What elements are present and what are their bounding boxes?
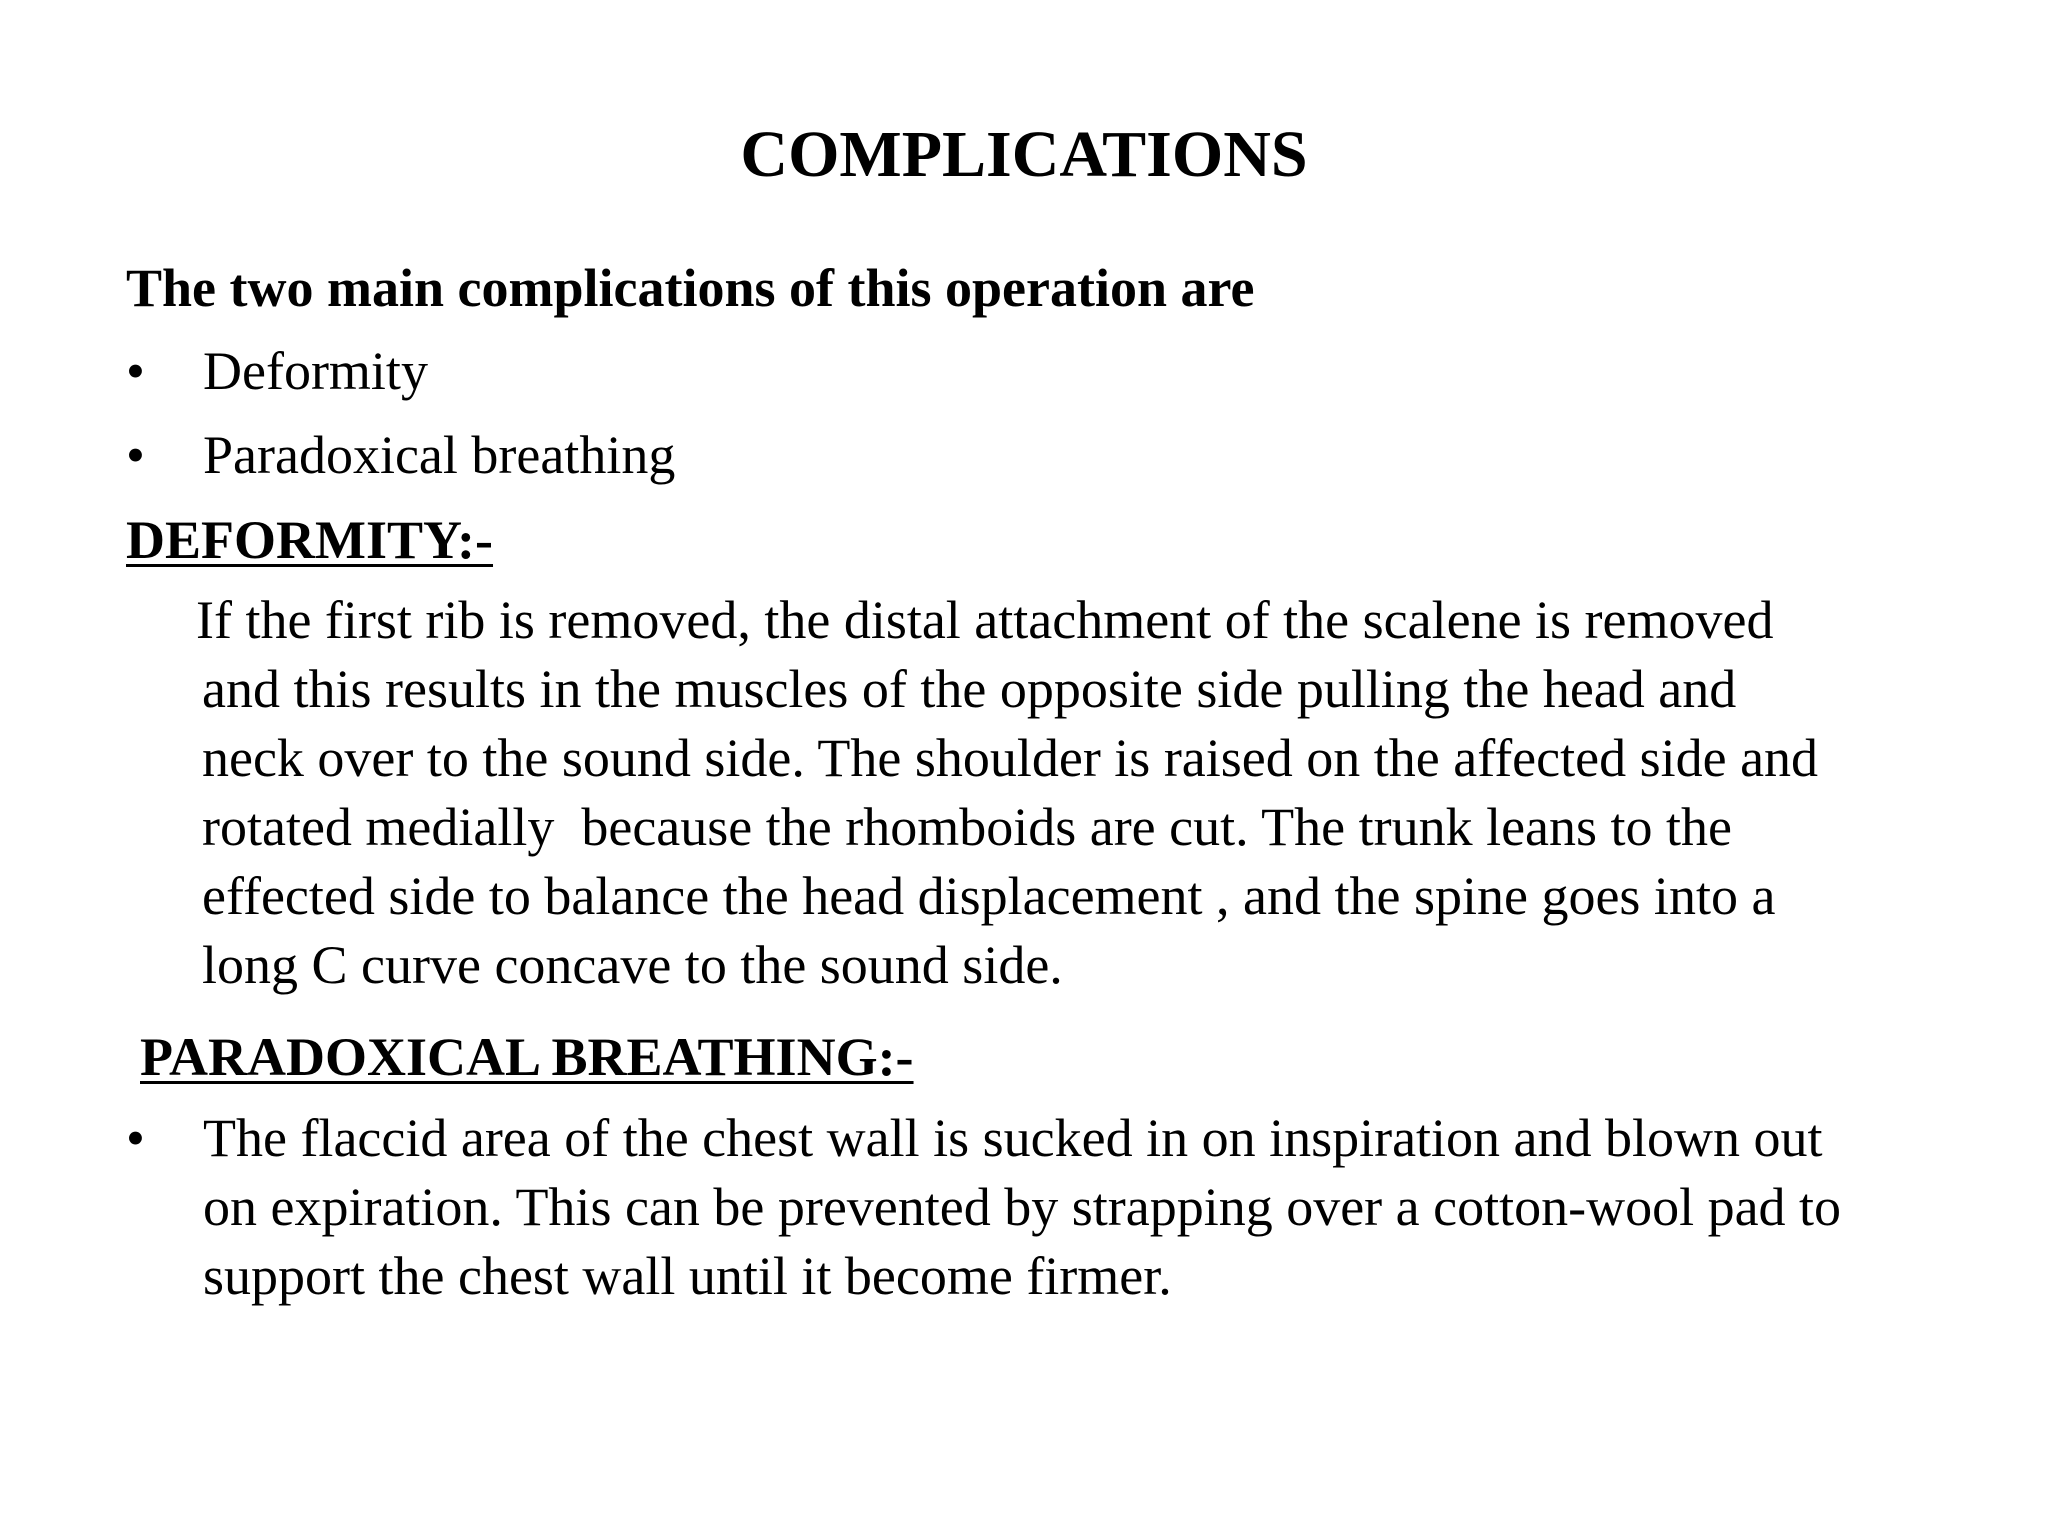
paragraph-line: support the chest wall until it become firmer.	[203, 1246, 1172, 1306]
bullet-icon: •	[126, 1108, 145, 1168]
intro-text: The two main complications of this operation are	[126, 258, 1255, 318]
paragraph-line: effected side to balance the head displacement , and the spine goes into a	[202, 866, 1776, 926]
paragraph-line: rotated medially because the rhomboids are cut. The trunk leans to the	[202, 797, 1733, 857]
paragraph-line: on expiration. This can be prevented by strapping over a cotton-wool pad to	[203, 1177, 1842, 1237]
paragraph-line: neck over to the sound side. The shoulder is raised on the affected side and	[202, 728, 1819, 788]
deformity-heading: DEFORMITY:-	[126, 510, 494, 570]
paragraph-line: The flaccid area of the chest wall is sucked in on inspiration and blown out	[203, 1108, 1823, 1168]
paradoxical-breathing-heading: PARADOXICAL BREATHING:-	[140, 1027, 914, 1087]
paragraph-line: and this results in the muscles of the opposite side pulling the head and	[202, 659, 1737, 719]
paradoxical-breathing-paragraph	[203, 1104, 1841, 1311]
paragraph-line: long C curve concave to the sound side.	[202, 935, 1063, 995]
paragraph-line: If the first rib is removed, the distal attachment of the scalene is removed	[196, 590, 1774, 650]
bullet-text: Paradoxical breathing	[203, 425, 676, 485]
bullet-text: Deformity	[203, 341, 428, 401]
slide-title: COMPLICATIONS	[740, 118, 1308, 191]
bullet-icon: •	[126, 425, 145, 485]
bullet-icon: •	[126, 341, 145, 401]
deformity-paragraph	[196, 586, 1982, 1000]
